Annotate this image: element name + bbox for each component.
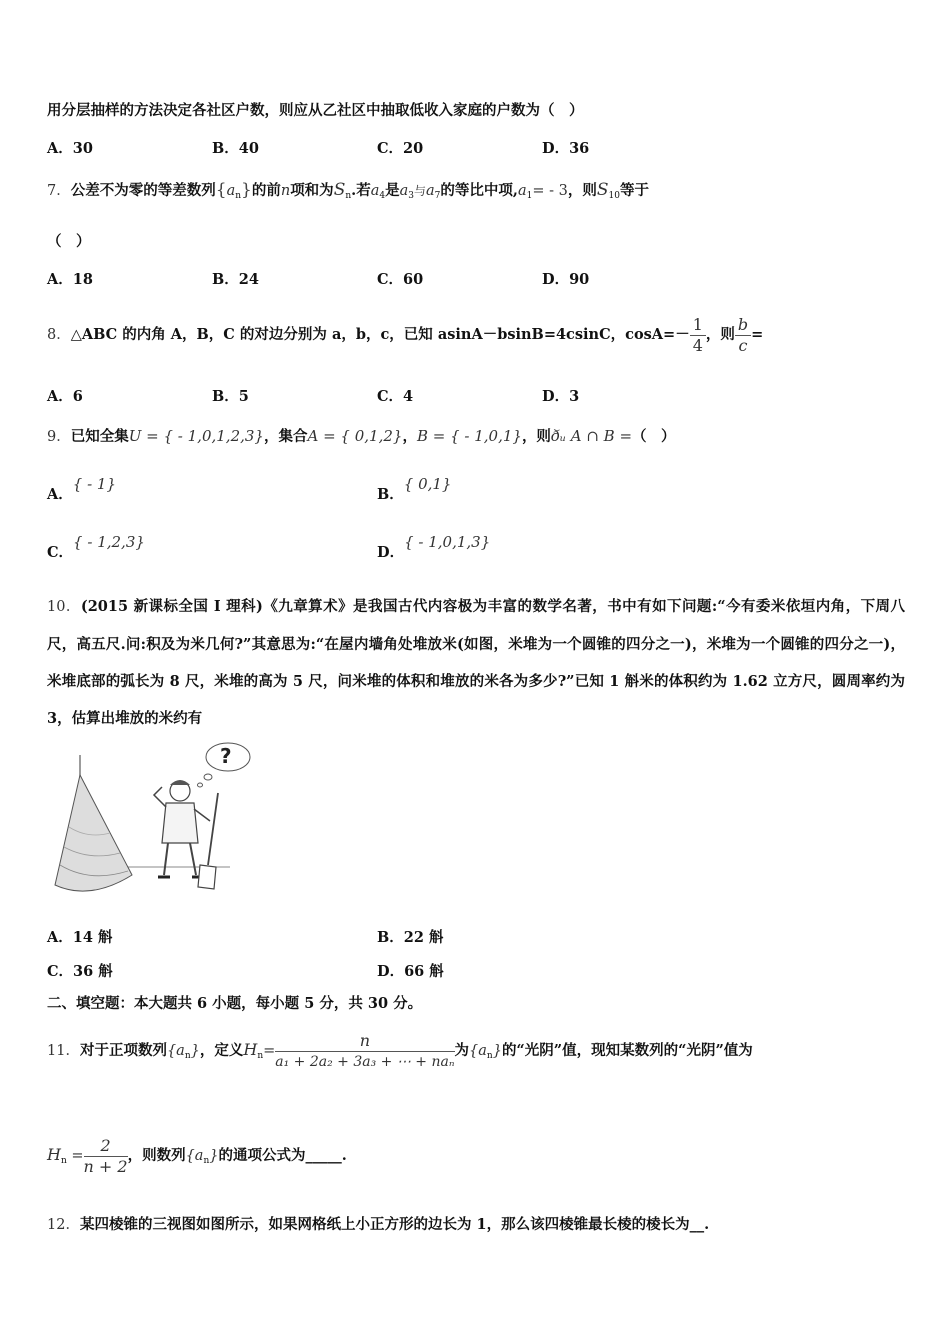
question-7: 7．公差不为零的等差数列$\{a_n\}$的前n项和为$S_n$.若$a_4$是$a_3$与$a_7$的等比中项$,a_1= - 3$，则$S_{10}$等于 bbox=[47, 180, 649, 201]
answer-blank[interactable]: _____ bbox=[305, 1147, 342, 1164]
section-2-heading: 二、填空题：本大题共 6 小题，每小题 5 分，共 30 分。 bbox=[47, 995, 423, 1012]
question-10: 10．(2015 新课标全国 I 理科)《九章算术》是我国古代内容极为丰富的数学名著，书中有如下问题:“今有委米依垣内角，下周八尺，高五尺.问:积及为米几何?”其意思为:“在屋内墙角处堆放米(如图，米堆为一个圆锥的四分之一)，米堆为一个圆锥的四分之一)，米堆底部的弧长为 8 尺，米堆的高为 5 尺，问米堆的体积和堆放的米各为多少?”已知 1 斛米的体积约为 1.62 立方尺，圆周率约为 3，估算出堆放的米约有 bbox=[47, 598, 905, 727]
rice-pile-figure bbox=[50, 735, 260, 900]
fraction-2-n-plus-2: $\frac{2}{n + 2}$ bbox=[83, 1135, 128, 1176]
q7-option-b: B．24 bbox=[212, 271, 259, 288]
question-11: 11．对于正项数列$\{a_n\}$，定义$H_n=$ $\frac{n}{\text{a₁ + 2a₂ + 3a₃ + ⋯ + naₙ}}$ 为$\{a_n\}$的“光阴”值，现知某数列的“光阴”值为 bbox=[47, 1030, 753, 1070]
q7-option-a: A．18 bbox=[47, 271, 93, 288]
question-11-cont: $H_n$ = $\frac{2}{n + 2}$ ，则数列$\{a_n\}$的通项公式为_____. bbox=[47, 1135, 347, 1176]
q7-option-d: D．90 bbox=[542, 271, 590, 288]
answer-blank-12[interactable]: __ bbox=[689, 1216, 705, 1233]
q8-option-b: B．5 bbox=[212, 388, 249, 405]
question-6-tail: 用分层抽样的方法决定各社区户数，则应从乙社区中抽取低收入家庭的户数为（ ） bbox=[47, 102, 584, 119]
fraction-b-c: $\frac{b}{c}$ bbox=[735, 315, 751, 356]
person-body bbox=[162, 803, 198, 843]
q6-option-a: A．30 bbox=[47, 140, 93, 157]
q9-option-d: D．{ - 1,0,1,3} bbox=[377, 533, 491, 561]
q8-option-c: C．4 bbox=[377, 388, 414, 405]
q6-option-c: C．20 bbox=[377, 140, 424, 157]
q9-option-a: A．{ - 1} bbox=[47, 475, 117, 503]
q9-option-b: B．{ 0,1} bbox=[377, 475, 452, 503]
q7-paren: （ ） bbox=[47, 233, 91, 250]
question-8: 8．△ABC 的内角 A，B，C 的对边分别为 a，b，c，已知 asinA－bsinB=4csinC，cosA=－ $\frac{1}{4}$ ，则 $\frac{b}{c}$ = bbox=[47, 314, 764, 355]
q10-option-d: D．66 斛 bbox=[377, 963, 444, 980]
question-12: 12．某四棱锥的三视图如图所示，如果网格纸上小正方形的边长为 1，那么该四棱锥最长棱的棱长为__. bbox=[47, 1216, 710, 1233]
q9-option-c: C．{ - 1,2,3} bbox=[47, 533, 145, 561]
question-mark: ? bbox=[220, 744, 232, 768]
q10-option-b: B．22 斛 bbox=[377, 929, 444, 946]
q8-option-a: A．6 bbox=[47, 388, 83, 405]
fraction-H-definition: $\frac{n}{\text{a₁ + 2a₂ + 3a₃ + ⋯ + naₙ}}$ bbox=[275, 1030, 455, 1070]
q10-option-c: C．36 斛 bbox=[47, 963, 113, 980]
shovel-handle bbox=[208, 793, 218, 865]
cone-pile bbox=[55, 775, 132, 891]
q6-option-b: B．40 bbox=[212, 140, 259, 157]
question-9: 9．已知全集U = { - 1,0,1,2,3}，集合A = { 0,1,2}，B = { - 1,0,1}，则ðᵤ A ∩ B =（ ） bbox=[47, 427, 676, 445]
q10-option-a: A．14 斛 bbox=[47, 929, 113, 946]
q7-option-c: C．60 bbox=[377, 271, 424, 288]
fraction-1-4: $\frac{1}{4}$ bbox=[690, 315, 706, 356]
q6-option-d: D．36 bbox=[542, 140, 590, 157]
shovel-icon bbox=[198, 865, 216, 889]
q8-option-d: D．3 bbox=[542, 388, 580, 405]
